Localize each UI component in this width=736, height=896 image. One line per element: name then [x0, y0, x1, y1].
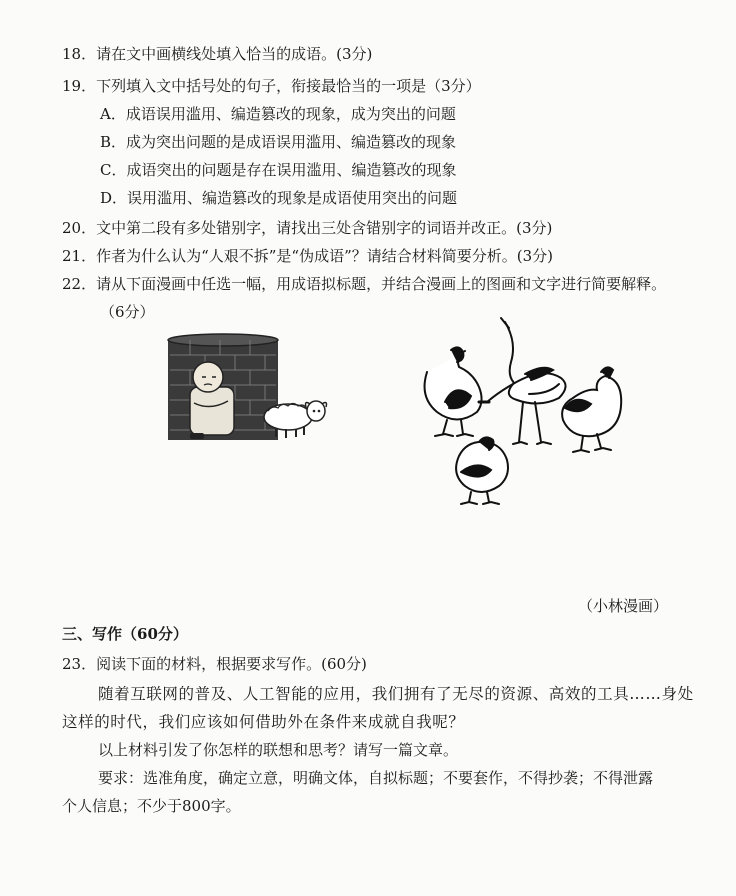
requirements-line-2: 个人信息；不少于800字。 [62, 797, 241, 815]
question-22-score: （6分） [100, 303, 155, 321]
question-18: 18．请在文中画横线处填入恰当的成语。(3分) [62, 45, 373, 63]
chicken-bottom [456, 437, 508, 504]
requirements-line-1: 要求：选准角度，确定立意，明确文体，自拟标题；不要套作，不得抄袭；不得泄露 [98, 769, 654, 787]
chicken-right [562, 367, 621, 452]
chicken-top-left [425, 347, 482, 436]
q19-option-a: A．成语误用滥用、编造篡改的现象，成为突出的问题 [100, 105, 456, 123]
material-line-2: 这样的时代，我们应该如何借助外在条件来成就自我呢？ [62, 713, 465, 731]
question-23: 23．阅读下面的材料，根据要求写作。(60分) [62, 655, 367, 673]
question-22: 22．请从下面漫画中任选一幅，用成语拟标题，并结合漫画上的图画和文字进行简要解释。 [62, 275, 667, 293]
q19-option-b: B．成为突出问题的是成语误用滥用、编造篡改的现象 [100, 133, 457, 151]
q19-option-d: D．误用滥用、编造篡改的现象是成语使用突出的问题 [100, 189, 458, 207]
cartoon-boy-with-sheep [160, 325, 340, 450]
crane [479, 318, 566, 444]
question-20: 20．文中第二段有多处错别字，请找出三处含错别字的词语并改正。(3分) [62, 219, 553, 237]
cartoon-credit: （小林漫画） [577, 597, 668, 615]
cartoon-crane-among-chickens [405, 312, 635, 507]
material-line-1: 随着互联网的普及、人工智能的应用，我们拥有了无尽的资源、高效的工具……身处 [98, 685, 694, 703]
question-21: 21．作者为什么认为“人艰不拆”是“伪成语”？请结合材料简要分析。(3分) [62, 247, 554, 265]
writing-prompt: 以上材料引发了你怎样的联想和思考？请写一篇文章。 [98, 741, 459, 759]
question-19: 19．下列填入文中括号处的句子，衔接最恰当的一项是（3分） [62, 77, 481, 95]
section-title-writing: 三、写作（60分） [62, 625, 188, 643]
q19-option-c: C．成语突出的问题是存在误用滥用、编造篡改的现象 [100, 161, 457, 179]
